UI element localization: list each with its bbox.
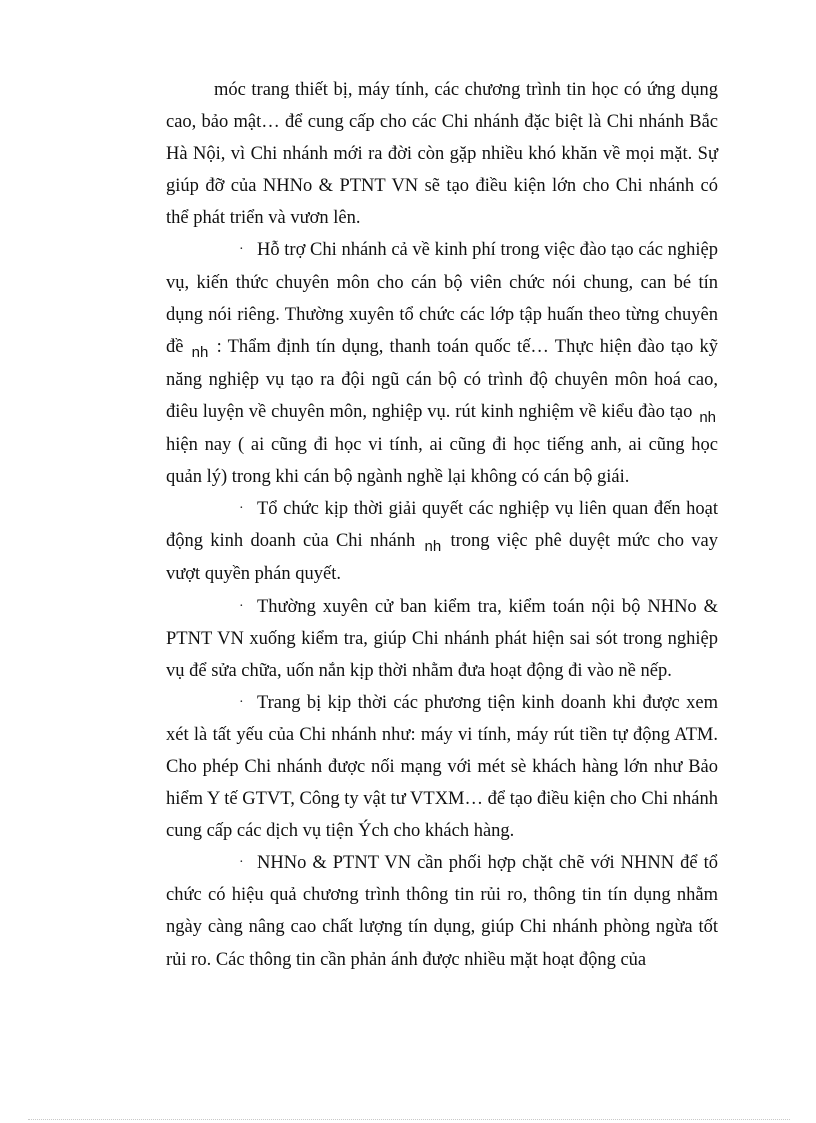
subscript-fragment: nh	[699, 408, 717, 426]
document-body	[166, 74, 718, 976]
bullet-marker: ·	[239, 242, 244, 258]
bullet-marker: ·	[239, 855, 244, 871]
bullet-paragraph	[166, 591, 718, 687]
paragraph-text: Thường xuyên cử ban kiểm tra, kiểm toán nội bộ NHNo & PTNT VN xuống kiểm tra, giúp Chi nhánh phát hiện sai sót trong nghiệp vụ để sửa chữa, uốn nắn kịp thời nhằm đưa hoạt động đi vào nề nếp.	[166, 596, 718, 681]
paragraph-text: NHNo & PTNT VN cần phối hợp chặt chẽ với NHNN để tổ chức có hiệu quả chương trình thông tin rủi ro, thông tin tín dụng nhằm ngày càng nâng cao chất lượng tín dụng, giúp Chi nhánh phòng ngừa tốt rủi ro. Các thông tin cần phản ánh được nhiều mặt hoạt động của	[166, 853, 718, 970]
paragraph-text: móc trang thiết bị, máy tính, các chương trình tin học có ứng dụng cao, bảo mật… để cung cấp cho các Chi nhánh đặc biệt là Chi nhánh Bắc Hà Nội, vì Chi nhánh mới ra đời còn gặp nhiều khó khăn về mọi mặt. Sự giúp đỡ của NHNo & PTNT VN sẽ tạo điều kiện lớn cho Chi nhánh có thể phát triển và vươn lên.	[166, 80, 718, 229]
bullet-paragraph	[166, 493, 718, 590]
subscript-fragment: nh	[191, 343, 209, 361]
bullet-paragraph	[166, 234, 718, 493]
bullet-paragraph	[166, 687, 718, 847]
bullet-marker: ·	[239, 694, 244, 710]
bullet-marker: ·	[239, 501, 244, 517]
subscript-fragment: nh	[424, 538, 442, 556]
paragraph-text: trong việc phê duyệt mức cho vay vượt quyền phán quyết.	[166, 531, 718, 585]
bullet-paragraph	[166, 847, 718, 975]
paragraph-text: hiện nay ( ai cũng đi học vi tính, ai cũng đi học tiếng anh, ai cũng học quản lý) trong khi cán bộ ngành nghề lại không có cán bộ giái.	[166, 435, 718, 488]
continuation-paragraph	[166, 74, 718, 234]
paragraph-text: : Thẩm định tín dụng, thanh toán quốc tế… Thực hiện đào tạo kỹ năng nghiệp vụ tạo ra đội ngũ cán bộ có trình độ chuyên môn hoá cao, điêu luyện về chuyên môn, nghiệp vụ. rút kinh nghiệm về kiểu đào tạo	[166, 336, 719, 422]
bullet-marker: ·	[239, 598, 244, 614]
page-footer-rule	[28, 1119, 790, 1120]
paragraph-text: Trang bị kịp thời các phương tiện kinh doanh khi được xem xét là tất yếu của Chi nhánh như: máy vi tính, máy rút tiền tự động ATM. Cho phép Chi nhánh được nối mạng với mét sè khách hàng lớn như Bảo hiểm Y tế GTVT, Công ty vật tư VTXM… để tạo điều kiện cho Chi nhánh cung cấp các dịch vụ tiện Ých cho khách hàng.	[166, 692, 718, 842]
paragraph-text: Tổ chức kịp thời giải quyết các nghiệp vụ liên quan đến hoạt động kinh doanh của Chi nhánh	[166, 499, 718, 552]
paragraph-text: Hỗ trợ Chi nhánh cả về kinh phí trong việc đào tạo các nghiệp vụ, kiến thức chuyên môn cho cán bộ viên chức nói chung, can bé tín dụng nói riêng. Thường xuyên tổ chức các lớp tập huấn theo từng chuyên đề	[166, 240, 718, 357]
